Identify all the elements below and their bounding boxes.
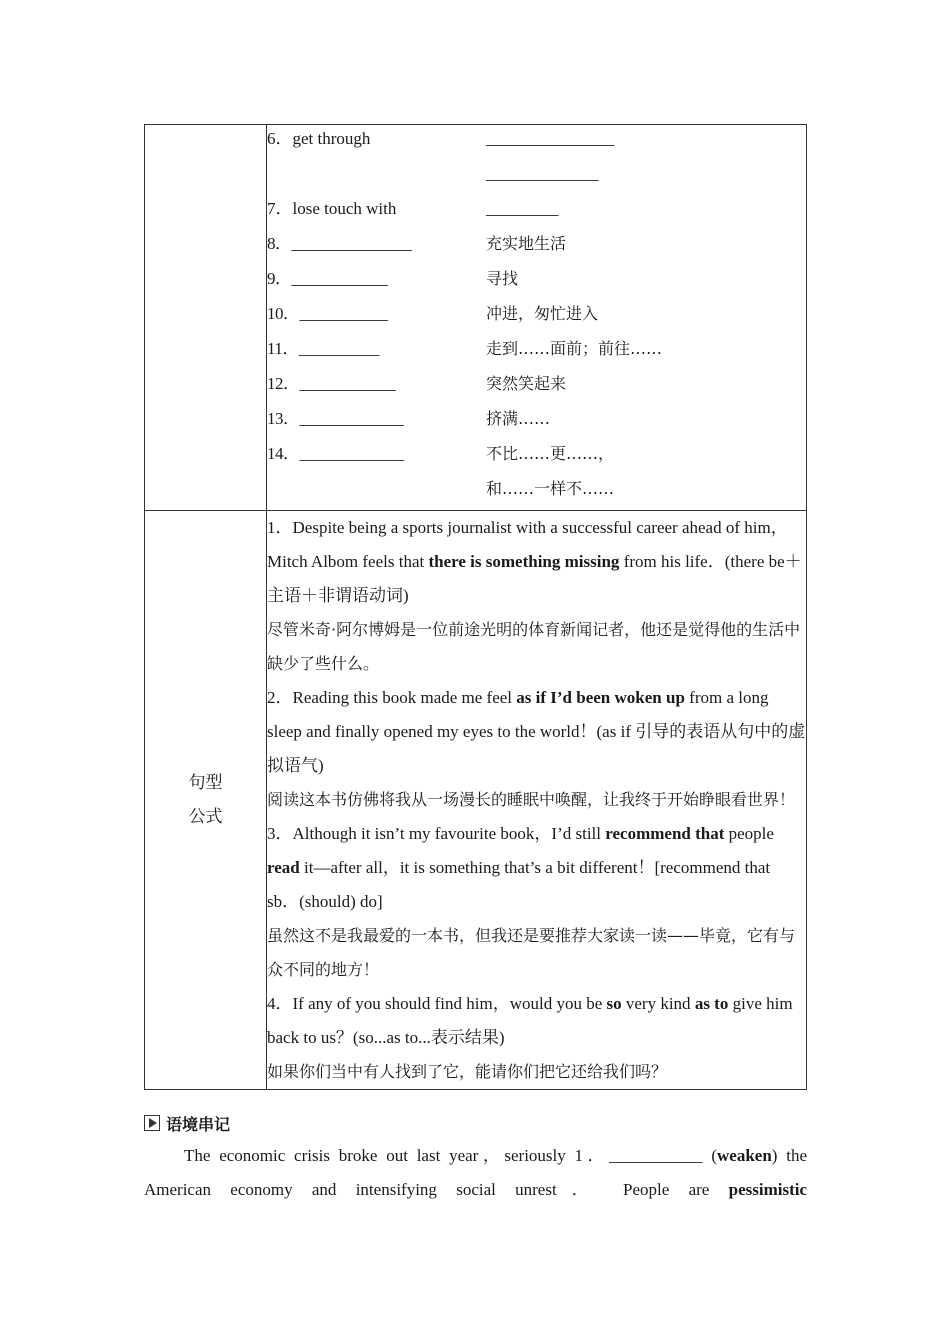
sentence-zh: 尽管米奇·阿尔博姆是一位前途光明的体育新闻记者，他还是觉得他的生活中缺少了些什么。: [267, 620, 801, 673]
sentence-en: 4．If any of you should find him，would you be so very kind as to give him back to us？(so...as to...表示结果): [267, 994, 793, 1047]
phrase-en: 7．lose touch with: [267, 199, 397, 218]
phrase-row: [267, 440, 806, 475]
sentence-en: 3．Although it isn’t my favourite book，I’d still recommend that people read it—after all，it is something that’s a bit different！[recommend that sb．(should) do]: [267, 824, 774, 911]
context-section-heading: [144, 1112, 230, 1134]
context-title: 语境串记: [166, 1114, 231, 1134]
answer-blank[interactable]: 14．_____________: [267, 444, 404, 463]
answer-blank[interactable]: ________________: [486, 129, 614, 148]
phrase-row: [267, 230, 806, 265]
phrase-zh: 走到……面前；前往……: [486, 339, 663, 358]
answer-blank[interactable]: 10．___________: [267, 304, 388, 323]
sentence-zh: 虽然这不是我最爱的一本书，但我还是要推荐大家读一读——毕竟，它有与众不同的地方！: [267, 926, 796, 979]
answer-blank[interactable]: 12．____________: [267, 374, 396, 393]
answer-blank[interactable]: 13．_____________: [267, 409, 404, 428]
sentence-zh: 如果你们当中有人找到了它，能请你们把它还给我们吗？: [267, 1062, 668, 1081]
sentence-pattern-label: 句型 公式: [145, 511, 267, 1090]
answer-blank[interactable]: _________: [486, 199, 558, 218]
phrase-zh: 突然笑起来: [486, 374, 567, 393]
phrase-zh: 挤满……: [486, 409, 551, 428]
phrase-row: [267, 195, 806, 230]
answer-blank[interactable]: 9．____________: [267, 269, 388, 288]
context-passage: The economic crisis broke out last year，seriously 1．___________ (weaken) the American economy and intensifying social unrest． People are pessimistic: [144, 1146, 807, 1199]
answer-blank[interactable]: 11．__________: [267, 339, 379, 358]
phrase-zh: 充实地生活: [486, 234, 567, 253]
phrase-row: [267, 300, 806, 335]
sentence-list: [267, 511, 807, 1090]
phrase-zh: 寻找: [486, 269, 519, 288]
phrase-row: [267, 160, 806, 195]
phrase-zh: 和……一样不……: [486, 479, 615, 498]
sentence-en: 2．Reading this book made me feel as if I’d been woken up from a long sleep and finally opened my eyes to the world！(as if 引导的表语从句中的虚拟语气): [267, 688, 806, 775]
phrase-label-cell: [145, 125, 267, 511]
phrase-row: [267, 475, 806, 510]
phrase-zh: 冲进，匆忙进入: [486, 304, 599, 323]
sentence-zh: 阅读这本书仿佛将我从一场漫长的睡眠中唤醒，让我终于开始睁眼看世界！: [267, 790, 796, 809]
vocab-sentence-table: [144, 124, 807, 1090]
phrase-row: [267, 125, 806, 160]
answer-blank[interactable]: 8．_______________: [267, 234, 412, 253]
sentence-section: [145, 511, 807, 1090]
phrase-en: 6．get through: [267, 129, 371, 148]
phrase-row: [267, 265, 806, 300]
play-triangle-icon: [144, 1115, 160, 1131]
phrase-row: [267, 405, 806, 440]
phrase-section: [145, 125, 807, 511]
phrase-row: [267, 335, 806, 370]
sentence-en: 1．Despite being a sports journalist with a successful career ahead of him，Mitch Albom feels that there is something missing from his life．(there be＋主语＋非谓语动词): [267, 518, 802, 605]
phrase-list: [267, 125, 807, 511]
answer-blank[interactable]: ______________: [486, 164, 598, 183]
phrase-zh: 不比……更……，: [486, 444, 615, 463]
phrase-row: [267, 370, 806, 405]
